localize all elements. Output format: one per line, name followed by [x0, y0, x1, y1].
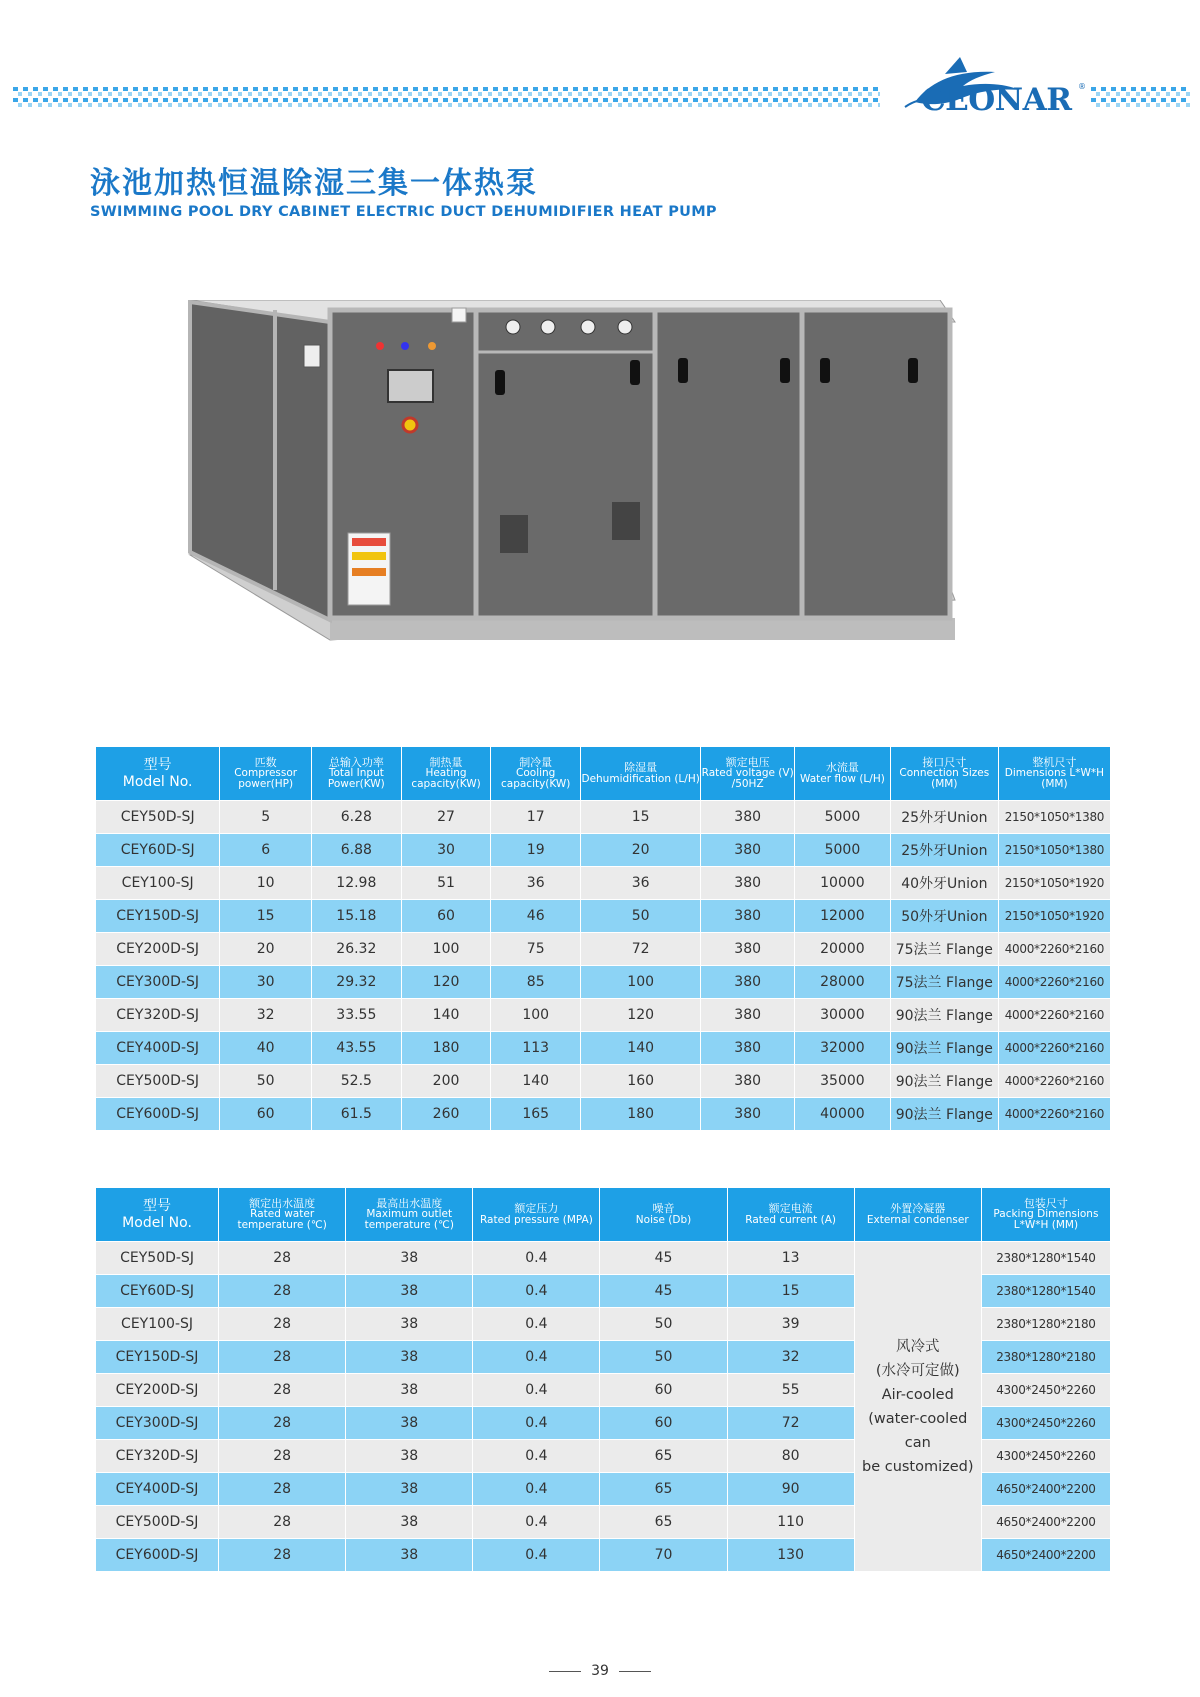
header-model: 型号 Model No. [96, 1188, 219, 1242]
table-row [96, 1242, 1111, 1275]
table-cell: 0.4 [473, 1407, 600, 1440]
table-cell: 28000 [795, 966, 891, 999]
header-dotted-band [12, 86, 880, 108]
table-cell: 38 [346, 1308, 473, 1341]
header-connection-sizes: 接口尺寸 Connection Sizes (MM) [890, 747, 998, 801]
table-cell: 60 [600, 1407, 727, 1440]
header-rated-voltage: 额定电压 Rated voltage (V) /50HZ [701, 747, 795, 801]
table-cell: 38 [346, 1539, 473, 1572]
table-cell: 380 [701, 1065, 795, 1098]
table-row [96, 966, 1111, 999]
table-cell: 27 [401, 801, 491, 834]
table-cell: 40 [220, 1032, 312, 1065]
table-row [96, 834, 1111, 867]
table-cell: 2150*1050*1920 [998, 900, 1110, 933]
table-cell: 72 [581, 933, 701, 966]
header-dehumidification: 除湿量 Dehumidification (L/H) [581, 747, 701, 801]
table-cell: 15 [727, 1275, 854, 1308]
table-cell: 6.28 [312, 801, 402, 834]
table-cell: 380 [701, 1032, 795, 1065]
table-cell: CEY600D-SJ [96, 1539, 219, 1572]
table-cell: 40000 [795, 1098, 891, 1131]
table-cell: 113 [491, 1032, 581, 1065]
table-cell: 6 [220, 834, 312, 867]
table-cell: CEY50D-SJ [96, 801, 220, 834]
condenser-note-line: can [904, 1434, 931, 1451]
table-cell: 90法兰 Flange [890, 1098, 998, 1131]
table-cell: 4000*2260*2160 [998, 999, 1110, 1032]
table-cell: 38 [346, 1374, 473, 1407]
header-maximum-outlet-temperature: 最高出水温度 Maximum outlet temperature (℃) [346, 1188, 473, 1242]
table-cell: 10000 [795, 867, 891, 900]
table-cell: 28 [219, 1374, 346, 1407]
table-cell: 46 [491, 900, 581, 933]
table-row [96, 900, 1111, 933]
table-cell: 38 [346, 1506, 473, 1539]
table-cell: 90法兰 Flange [890, 999, 998, 1032]
brand-registered-mark: ® [1078, 82, 1086, 91]
header-rated-water-temperature: 额定出水温度 Rated water temperature (℃) [219, 1188, 346, 1242]
table-cell: 38 [346, 1440, 473, 1473]
page-number [0, 1663, 1200, 1679]
heat-pump-unit-image [180, 300, 1030, 705]
table-cell: 4000*2260*2160 [998, 1065, 1110, 1098]
table-cell: 4650*2400*2200 [981, 1506, 1110, 1539]
table-cell: 55 [727, 1374, 854, 1407]
table-cell: 28 [219, 1341, 346, 1374]
table-cell: 26.32 [312, 933, 402, 966]
table-cell: 0.4 [473, 1539, 600, 1572]
table-cell: 51 [401, 867, 491, 900]
table-cell: 28 [219, 1308, 346, 1341]
table-cell: 45 [600, 1242, 727, 1275]
table-cell: 60 [220, 1098, 312, 1131]
table-cell: 380 [701, 966, 795, 999]
header-noise: 噪音 Noise (Db) [600, 1188, 727, 1242]
table-cell: 140 [581, 1032, 701, 1065]
table-cell: 39 [727, 1308, 854, 1341]
table-cell: 65 [600, 1473, 727, 1506]
table-cell: CEY60D-SJ [96, 1275, 219, 1308]
table-cell: CEY50D-SJ [96, 1242, 219, 1275]
specification-table-2 [95, 1187, 1111, 1572]
table-cell: 180 [581, 1098, 701, 1131]
table-cell: 130 [727, 1539, 854, 1572]
table-cell: 380 [701, 933, 795, 966]
table-cell: 4000*2260*2160 [998, 933, 1110, 966]
table-cell: 65 [600, 1506, 727, 1539]
table-cell: CEY300D-SJ [96, 1407, 219, 1440]
table-row [96, 1032, 1111, 1065]
page-title-cn: 泳池加热恒温除湿三集一体热泵 [90, 166, 538, 201]
table-cell: 4300*2450*2260 [981, 1407, 1110, 1440]
table-cell: 5 [220, 801, 312, 834]
page-title-en: SWIMMING POOL DRY CABINET ELECTRIC DUCT DEHUMIDIFIER HEAT PUMP [90, 204, 717, 220]
table-cell: 25外牙Union [890, 801, 998, 834]
table-cell: 0.4 [473, 1506, 600, 1539]
table-row [96, 867, 1111, 900]
page-number-rule-right [619, 1671, 651, 1672]
table-row [96, 1065, 1111, 1098]
table-cell: 5000 [795, 834, 891, 867]
table-cell: 30 [401, 834, 491, 867]
table-cell: 50外牙Union [890, 900, 998, 933]
header-rated-current: 额定电流 Rated current (A) [727, 1188, 854, 1242]
table-cell: CEY100-SJ [96, 867, 220, 900]
table-cell: CEY200D-SJ [96, 1374, 219, 1407]
table-cell: CEY400D-SJ [96, 1032, 220, 1065]
table-cell: CEY400D-SJ [96, 1473, 219, 1506]
table-cell: 0.4 [473, 1440, 600, 1473]
header-rated-pressure: 额定压力 Rated pressure (MPA) [473, 1188, 600, 1242]
table-cell: 2150*1050*1380 [998, 801, 1110, 834]
header-total-input-power: 总输入功率 Total Input Power(KW) [312, 747, 402, 801]
table-cell: 2380*1280*1540 [981, 1242, 1110, 1275]
condenser-note-line: be customized) [861, 1458, 974, 1475]
table-cell: 36 [581, 867, 701, 900]
table-cell: 90法兰 Flange [890, 1065, 998, 1098]
table-cell: 100 [491, 999, 581, 1032]
page-number-value: 39 [591, 1663, 609, 1679]
table-cell: 20 [581, 834, 701, 867]
table-cell: 15 [220, 900, 312, 933]
table-cell: 380 [701, 801, 795, 834]
table-cell: 100 [401, 933, 491, 966]
table-cell: 90 [727, 1473, 854, 1506]
table-cell: CEY320D-SJ [96, 1440, 219, 1473]
table-cell: CEY500D-SJ [96, 1065, 220, 1098]
table-cell: 15.18 [312, 900, 402, 933]
specification-table-1 [95, 746, 1111, 1131]
table-cell: 380 [701, 867, 795, 900]
header-water-flow: 水流量 Water flow (L/H) [795, 747, 891, 801]
table-cell: 38 [346, 1341, 473, 1374]
condenser-note-line: (水冷可定做) [875, 1362, 960, 1379]
table-cell: 25外牙Union [890, 834, 998, 867]
table-cell: CEY60D-SJ [96, 834, 220, 867]
table-cell: 15 [581, 801, 701, 834]
table-cell: 45 [600, 1275, 727, 1308]
table-cell: 75 [491, 933, 581, 966]
table-cell: 4300*2450*2260 [981, 1440, 1110, 1473]
table-cell: 33.55 [312, 999, 402, 1032]
table2-header-row [96, 1188, 1111, 1242]
table-cell: 35000 [795, 1065, 891, 1098]
table-cell: 380 [701, 1098, 795, 1131]
table-cell: 28 [219, 1539, 346, 1572]
table-cell: 50 [600, 1341, 727, 1374]
table-cell: 0.4 [473, 1374, 600, 1407]
header-packing-dimensions: 包装尺寸 Packing Dimensions L*W*H (MM) [981, 1188, 1110, 1242]
table-cell: 4650*2400*2200 [981, 1539, 1110, 1572]
table-cell: 32000 [795, 1032, 891, 1065]
table-cell: 32 [727, 1341, 854, 1374]
table1-header-row [96, 747, 1111, 801]
table-row [96, 1098, 1111, 1131]
table-cell: 380 [701, 900, 795, 933]
condenser-note-line: 风冷式 [896, 1338, 940, 1355]
table-cell: 260 [401, 1098, 491, 1131]
table-cell: 4000*2260*2160 [998, 966, 1110, 999]
header-heating-capacity: 制热量 Heating capacity(KW) [401, 747, 491, 801]
table-cell: CEY600D-SJ [96, 1098, 220, 1131]
table-cell: CEY500D-SJ [96, 1506, 219, 1539]
table-cell: 60 [600, 1374, 727, 1407]
table-cell: 4650*2400*2200 [981, 1473, 1110, 1506]
table-cell: 0.4 [473, 1242, 600, 1275]
table-cell: 140 [491, 1065, 581, 1098]
table-cell: 4000*2260*2160 [998, 1032, 1110, 1065]
table-cell: 165 [491, 1098, 581, 1131]
table-cell: 30000 [795, 999, 891, 1032]
table-cell: 38 [346, 1407, 473, 1440]
table-cell: CEY150D-SJ [96, 900, 220, 933]
table-cell: 180 [401, 1032, 491, 1065]
table-row [96, 999, 1111, 1032]
table-cell: 120 [581, 999, 701, 1032]
table-cell: 32 [220, 999, 312, 1032]
external-condenser-note [854, 1242, 981, 1572]
table-cell: 43.55 [312, 1032, 402, 1065]
condenser-note-line: (water-cooled [868, 1410, 968, 1427]
table-cell: 65 [600, 1440, 727, 1473]
table-cell: 80 [727, 1440, 854, 1473]
table-cell: 10 [220, 867, 312, 900]
table-cell: 60 [401, 900, 491, 933]
table-cell: 2380*1280*2180 [981, 1308, 1110, 1341]
header-dotted-band-right [1090, 86, 1190, 108]
table-cell: 52.5 [312, 1065, 402, 1098]
table-cell: 75法兰 Flange [890, 933, 998, 966]
table-cell: 61.5 [312, 1098, 402, 1131]
table-cell: 36 [491, 867, 581, 900]
table-cell: 380 [701, 999, 795, 1032]
table-cell: 110 [727, 1506, 854, 1539]
table-cell: 38 [346, 1275, 473, 1308]
table-cell: 5000 [795, 801, 891, 834]
table-cell: 2380*1280*2180 [981, 1341, 1110, 1374]
table-cell: 28 [219, 1407, 346, 1440]
table-cell: 13 [727, 1242, 854, 1275]
table-cell: 20000 [795, 933, 891, 966]
table-cell: 6.88 [312, 834, 402, 867]
table-cell: 0.4 [473, 1341, 600, 1374]
brand-name: CEONAR [921, 82, 1072, 118]
table-cell: 40外牙Union [890, 867, 998, 900]
table-row [96, 801, 1111, 834]
header-external-condenser: 外置冷凝器 External condenser [854, 1188, 981, 1242]
page-number-rule-left [549, 1671, 581, 1672]
table-cell: 120 [401, 966, 491, 999]
table-cell: 28 [219, 1275, 346, 1308]
table-cell: 2380*1280*1540 [981, 1275, 1110, 1308]
table-cell: CEY320D-SJ [96, 999, 220, 1032]
table-cell: 50 [600, 1308, 727, 1341]
table-cell: 70 [600, 1539, 727, 1572]
header-dimensions: 整机尺寸 Dimensions L*W*H (MM) [998, 747, 1110, 801]
table-cell: 38 [346, 1242, 473, 1275]
table-cell: 72 [727, 1407, 854, 1440]
table-cell: 19 [491, 834, 581, 867]
table-cell: 38 [346, 1473, 473, 1506]
table-cell: 17 [491, 801, 581, 834]
table-cell: 28 [219, 1506, 346, 1539]
table-cell: 160 [581, 1065, 701, 1098]
brand-logo [885, 52, 1090, 122]
table-cell: 4300*2450*2260 [981, 1374, 1110, 1407]
header-compressor-power: 匹数 Compressor power(HP) [220, 747, 312, 801]
table-cell: 28 [219, 1473, 346, 1506]
table-cell: 90法兰 Flange [890, 1032, 998, 1065]
table-cell: 0.4 [473, 1308, 600, 1341]
condenser-note-line: Air-cooled [881, 1386, 954, 1403]
table-cell: 50 [220, 1065, 312, 1098]
table-cell: 2150*1050*1920 [998, 867, 1110, 900]
table-cell: 30 [220, 966, 312, 999]
table-cell: CEY200D-SJ [96, 933, 220, 966]
table-cell: 75法兰 Flange [890, 966, 998, 999]
table-cell: 0.4 [473, 1473, 600, 1506]
table-cell: 140 [401, 999, 491, 1032]
table-cell: 12.98 [312, 867, 402, 900]
table-cell: 2150*1050*1380 [998, 834, 1110, 867]
table-cell: CEY300D-SJ [96, 966, 220, 999]
table-cell: 85 [491, 966, 581, 999]
table-cell: 4000*2260*2160 [998, 1098, 1110, 1131]
table-cell: 100 [581, 966, 701, 999]
table-cell: 28 [219, 1242, 346, 1275]
table-cell: CEY100-SJ [96, 1308, 219, 1341]
table-cell: CEY150D-SJ [96, 1341, 219, 1374]
table-cell: 12000 [795, 900, 891, 933]
table-cell: 200 [401, 1065, 491, 1098]
table-cell: 0.4 [473, 1275, 600, 1308]
table-cell: 20 [220, 933, 312, 966]
header-cooling-capacity: 制冷量 Cooling capacity(KW) [491, 747, 581, 801]
table-cell: 50 [581, 900, 701, 933]
table-cell: 28 [219, 1440, 346, 1473]
header-model: 型号 Model No. [96, 747, 220, 801]
table-cell: 380 [701, 834, 795, 867]
table-row [96, 933, 1111, 966]
table-cell: 29.32 [312, 966, 402, 999]
